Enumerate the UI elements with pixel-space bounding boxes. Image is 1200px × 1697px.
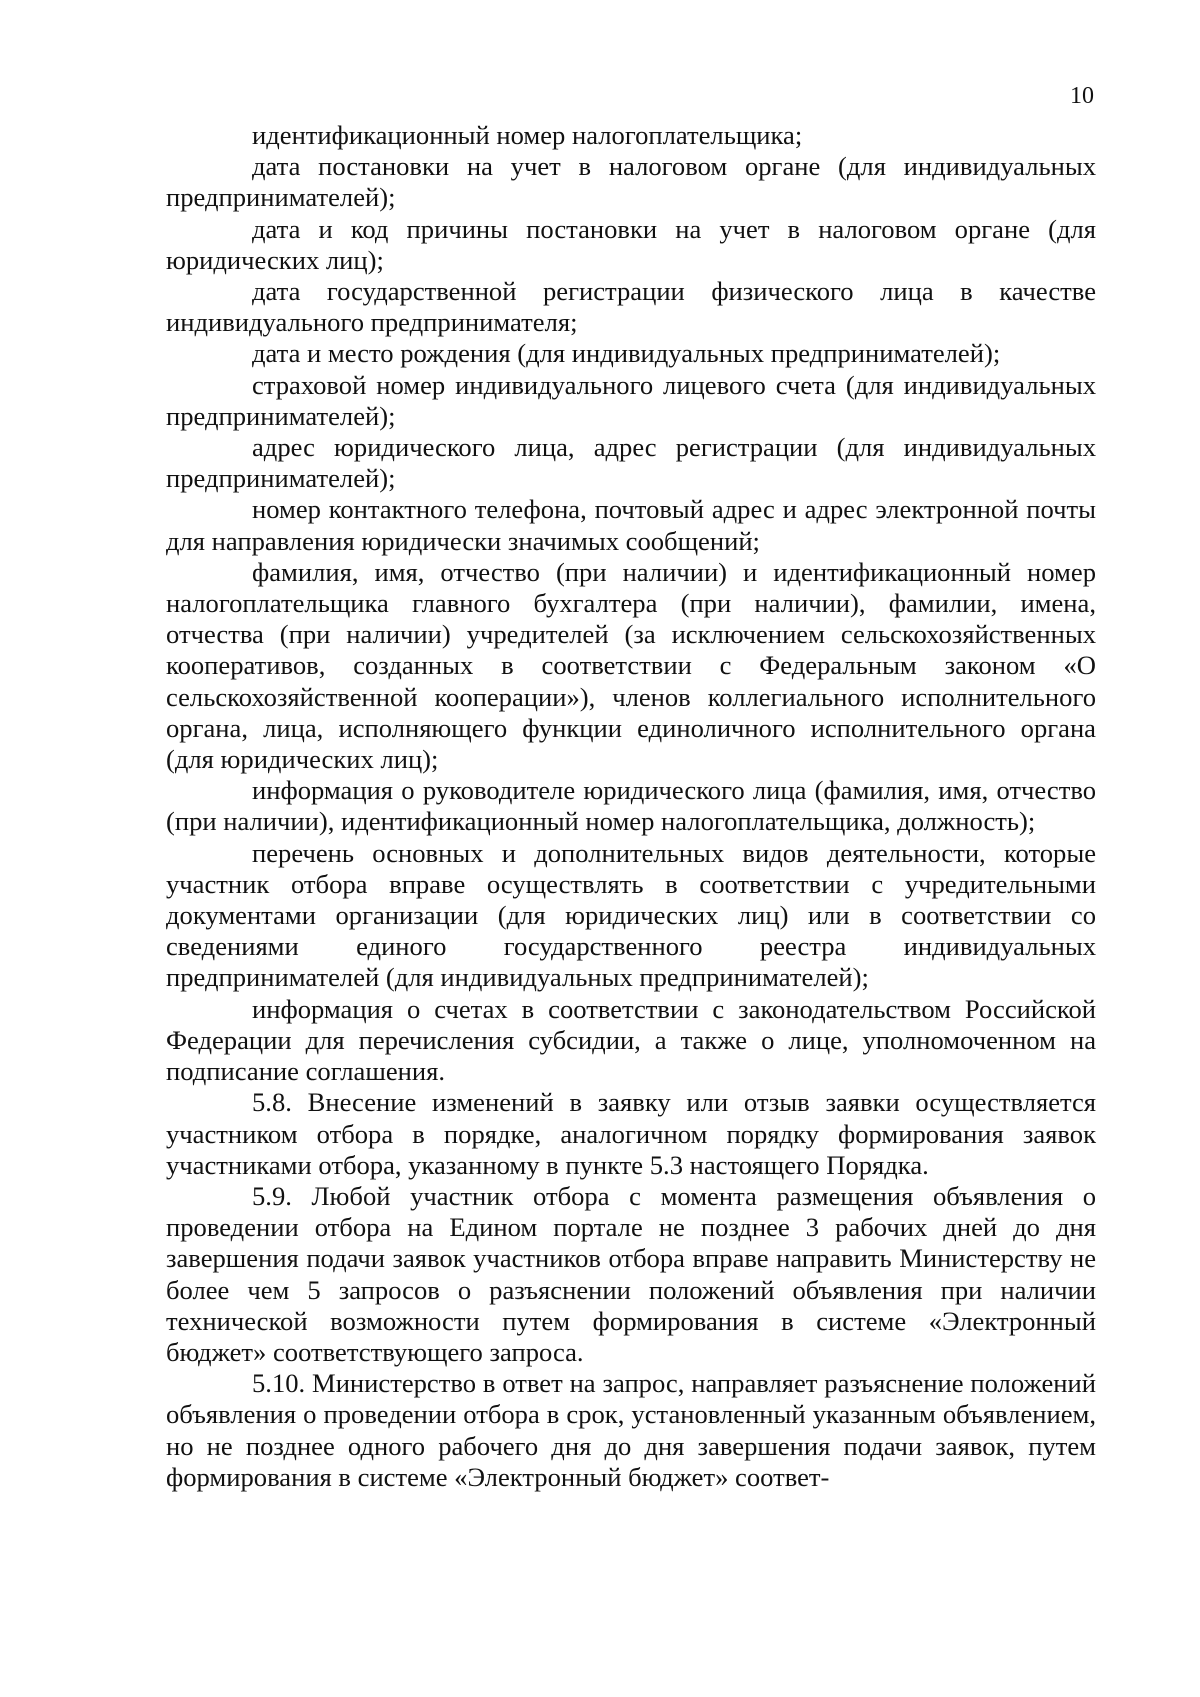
paragraph-address: адрес юридического лица, адрес регистрации (для индивидуальных предпринимателей); (166, 432, 1096, 494)
paragraph-contacts: номер контактного телефона, почтовый адрес и адрес электронной почты для направления юридически значимых сообщений; (166, 494, 1096, 556)
paragraph-registration-date-kpp: дата и код причины постановки на учет в налоговом органе (для юридических лиц); (166, 213, 1096, 275)
paragraph-clause-5-8: 5.8. Внесение изменений в заявку или отзыв заявки осуществляется участником отбора в порядке, аналогичном порядку формирования заявок участниками отбора, указанному в пункте 5.3 настоящего Порядка. (166, 1087, 1096, 1180)
paragraph-head-info: информация о руководителе юридического лица (фамилия, имя, отчество (при наличии), идентификационный номер налогоплательщика, должность); (166, 775, 1096, 837)
paragraph-insurance-number: страховой номер индивидуального лицевого счета (для индивидуальных предпринимателей); (166, 369, 1096, 431)
paragraph-bank-accounts: информация о счетах в соответствии с законодательством Российской Федерации для перечисления субсидии, а также о лице, уполномоченном на подписание соглашения. (166, 993, 1096, 1087)
paragraph-chief-accountant-founders: фамилия, имя, отчество (при наличии) и идентификационный номер налогоплательщика главного бухгалтера (при наличии), фамилии, имена, отчества (при наличии) учредителей (за исключением сельскохозяйственных кооперативов, созданных в соответствии с Федеральным законом «О сельскохозяйственной кооперации»), членов коллегиального исполнительного органа, лица, исполняющего функции единоличного исполнительного органа (для юридических лиц); (166, 556, 1096, 775)
paragraph-state-registration-date: дата государственной регистрации физического лица в качестве индивидуального предпринимателя; (166, 276, 1096, 338)
paragraph-inn: идентификационный номер налогоплательщика; (252, 120, 803, 150)
document-body (166, 120, 1096, 1493)
paragraph-activities: перечень основных и дополнительных видов деятельности, которые участник отбора вправе осуществлять в соответствии с учредительными документами организации (для юридических лиц) или в соответствии со сведениями единого государственного реестра индивидуальных предпринимателей (для индивидуальных предпринимателей); (166, 837, 1096, 993)
paragraph-birth-date-place: дата и место рождения (для индивидуальных предпринимателей); (252, 338, 1001, 369)
paragraph-clause-5-9: 5.9. Любой участник отбора с момента размещения объявления о проведении отбора на Едином портале не позднее 3 рабочих дней до дня завершения подачи заявок участников отбора вправе направить Министерству не более чем 5 запросов о разъяснении положений объявления при наличии технической возможности путем формирования в системе «Электронный бюджет» соответствующего запроса. (166, 1180, 1096, 1367)
paragraph-registration-date-ip: дата постановки на учет в налоговом органе (для индивидуальных предпринимателей); (166, 151, 1096, 213)
page-number: 10 (1070, 83, 1094, 109)
paragraph-clause-5-10: 5.10. Министерство в ответ на запрос, направляет разъяснение положений объявления о проведении отбора в срок, установленный указанным объявлением, но не позднее одного рабочего дня до дня завершения подачи заявок, путем формирования в системе «Электронный бюджет» соответ- (166, 1368, 1096, 1492)
